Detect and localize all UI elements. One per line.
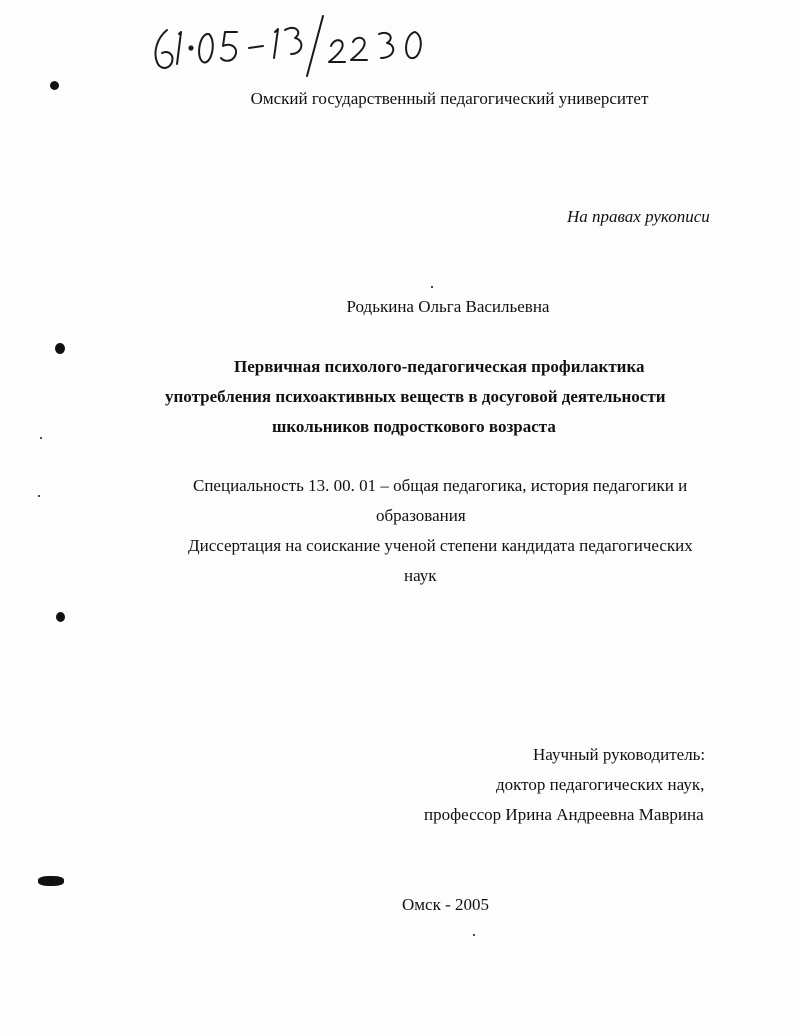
dissertation-title-line-3: школьников подросткового возраста — [272, 417, 556, 436]
manuscript-note: На правах рукописи — [567, 207, 710, 226]
scan-speck — [38, 495, 40, 497]
scan-speck — [473, 934, 475, 936]
supervisor-label: Научный руководитель: — [533, 745, 706, 764]
specialty-line-2: образования — [376, 506, 466, 525]
dissertation-degree-line-1: Диссертация на соискание ученой степени кандидата педагогических — [188, 536, 693, 555]
supervisor-name: профессор Ирина Андреевна Маврина — [424, 805, 704, 824]
scan-speck — [55, 343, 65, 354]
scan-speck — [38, 876, 64, 886]
handwritten-archive-number — [145, 12, 475, 82]
specialty-line-1: Специальность 13. 00. 01 – общая педагогика, история педагогики и — [193, 476, 688, 495]
scan-speck — [40, 437, 42, 439]
university-name: Омский государственный педагогический университет — [250, 89, 649, 108]
dissertation-title-line-1: Первичная психолого-педагогическая профилактика — [234, 357, 645, 376]
scan-speck — [431, 286, 433, 288]
supervisor-degree: доктор педагогических наук, — [496, 775, 705, 794]
author-name: Родькина Ольга Васильевна — [346, 297, 550, 316]
scan-speck — [56, 612, 65, 622]
dissertation-title-line-2: употребления психоактивных веществ в досуговой деятельности — [165, 387, 666, 406]
city-year: Омск - 2005 — [401, 895, 489, 914]
dissertation-degree-line-2: наук — [404, 566, 437, 585]
